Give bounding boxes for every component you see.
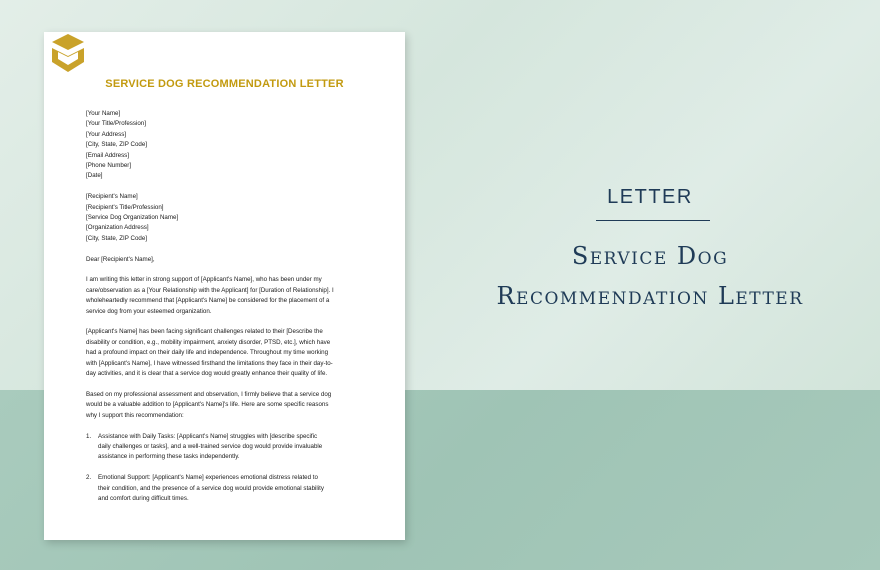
headline-line: Service Dog xyxy=(571,242,729,270)
list-item xyxy=(86,473,376,504)
letter-body xyxy=(86,109,376,515)
paragraph-2 xyxy=(86,327,376,379)
banner-label: LETTER xyxy=(607,186,693,208)
recipient-block xyxy=(86,192,376,244)
list-line: Assistance with Daily Tasks: [Applicant's Name] struggles with [describe specific xyxy=(98,432,318,440)
sender-line: [City, State, ZIP Code] xyxy=(86,141,147,149)
reasons-list xyxy=(86,432,376,505)
paragraph-line: day activities, and it is clear that a service dog would greatly enhance their quality of life. xyxy=(86,370,328,378)
list-line: daily challenges or tasks], and a well-trained service dog would provide invaluable xyxy=(98,442,323,450)
paragraph-line: I am writing this letter in strong support of [Applicant's Name], who has been under my xyxy=(86,276,322,284)
paragraph-line: [Applicant's Name] has been facing significant challenges related to their [Describe the xyxy=(86,328,323,336)
letter-page xyxy=(44,32,405,540)
paragraph-3 xyxy=(86,390,376,421)
list-line: their condition, and the presence of a service dog would provide emotional stability xyxy=(98,484,324,492)
list-number: 2. xyxy=(86,474,92,482)
paragraph-line: had a profound impact on their daily life and independence. Throughout my time working xyxy=(86,349,329,357)
list-number: 1. xyxy=(86,432,92,440)
recipient-line: [Recipient's Name] xyxy=(86,193,138,201)
headline-line: Recommendation Letter xyxy=(496,282,804,310)
paragraph-line: wholeheartedly recommend that [Applicant's Name] be considered for the placement of a xyxy=(86,297,330,305)
paragraph-line: with [Applicant's Name], I have witnessed firsthand the limitations they face in their day-to- xyxy=(86,359,333,367)
paragraph-line: care/observation as a [Your Relationship with the Applicant] for [Duration of Relationship]. I xyxy=(86,286,334,294)
sender-line: [Your Address] xyxy=(86,130,127,138)
banner-headline xyxy=(420,236,880,316)
recipient-line: [Recipient's Title/Profession] xyxy=(86,203,164,211)
paragraph-line: service dog from your esteemed organization. xyxy=(86,307,212,315)
paragraph-1 xyxy=(86,275,376,317)
sender-line: [Your Name] xyxy=(86,110,121,117)
salutation: Dear [Recipient's Name], xyxy=(86,255,155,263)
recipient-line: [Organization Address] xyxy=(86,224,149,232)
paragraph-line: disability or condition, e.g., mobility impairment, anxiety disorder, PTSD, etc.], which have xyxy=(86,338,331,346)
sender-line: [Date] xyxy=(86,172,103,180)
sender-line: [Email Address] xyxy=(86,151,129,159)
list-item xyxy=(86,432,376,463)
list-line: assistance in performing these tasks independently. xyxy=(98,453,240,461)
layered-diamond-logo-icon xyxy=(50,32,86,74)
recipient-line: [Service Dog Organization Name] xyxy=(86,214,179,222)
banner-divider xyxy=(596,220,710,221)
paragraph-line: why I support this recommendation: xyxy=(86,411,184,419)
sender-line: [Your Title/Profession] xyxy=(86,120,146,128)
recipient-line: [City, State, ZIP Code] xyxy=(86,234,147,242)
sender-line: [Phone Number] xyxy=(86,162,132,170)
paragraph-line: would be a valuable addition to [Applicant's Name]'s life. Here are some specific reasons xyxy=(86,401,329,409)
document-title: SERVICE DOG RECOMMENDATION LETTER xyxy=(105,78,344,90)
paragraph-line: Based on my professional assessment and observation, I firmly believe that a service dog xyxy=(86,390,332,398)
sender-block xyxy=(86,109,376,182)
list-line: and comfort during difficult times. xyxy=(98,494,189,502)
list-line: Emotional Support: [Applicant's Name] experiences emotional distress related to xyxy=(98,474,318,482)
